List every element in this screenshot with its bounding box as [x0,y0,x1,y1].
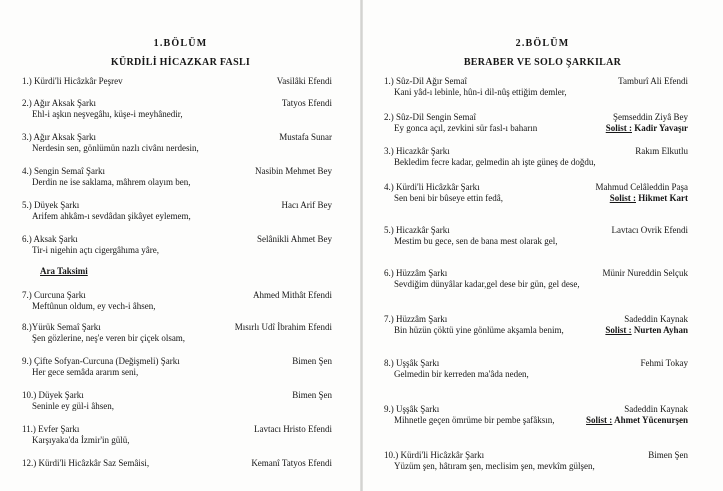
lyric-line: Derdin ne ise saklama, mâhrem olayım ben, [32,177,191,187]
piece-title: 6.) Hüzzâm Şarkı [384,268,448,278]
composer: Bimen Şen [648,450,688,460]
program-item-11 [22,424,332,446]
program-item-4 [22,166,332,188]
soloist-name: Hikmet Kart [638,193,688,203]
composer: Lavtacı Ovrik Efendi [611,225,688,235]
soloist-label: Solist : [609,193,636,203]
composer: Tamburî Ali Efendi [618,76,688,86]
soloist [606,123,688,134]
left-page [0,0,361,491]
piece-title: 2.) Ağır Aksak Şarkı [22,98,96,108]
program-item-5 [22,200,332,222]
lyric-line: Ey gonca açıl, zevkini sür fasl-ı baharın [394,123,538,133]
program-item-1 [22,76,332,87]
soloist [610,193,688,204]
lyric-line: Arifem ahkâm-ı sevdâdan şikâyet eylemem, [32,211,191,221]
program-item-6 [22,234,332,256]
composer: Kemanî Tatyos Efendi [251,458,332,468]
part-1-title: 1.BÖLÜM [153,38,208,49]
lyric-line: Şen gözlerine, neş'e veren bir çiçek olsam, [32,333,186,343]
piece-title: 3.) Ağır Aksak Şarkı [22,132,96,142]
soloist-label: Solist : [605,123,632,133]
interlude-label: Ara Taksimi [40,266,88,276]
soloist [605,325,688,336]
composer: Ahmed Mithât Efendi [253,290,332,300]
composer: Nasibin Mehmet Bey [255,166,332,176]
composer: Selânikli Ahmet Bey [257,234,332,244]
composer: Mustafa Sunar [279,132,332,142]
lyric-line: Mestim bu gece, sen de bana mest olarak gel, [394,236,558,246]
piece-title: 8.)Yürük Semaî Şarkı [22,322,101,332]
part-2-subtitle: BERABER VE SOLO ŞARKILAR [463,57,622,68]
lyric-line: Bekledim fecre kadar, gelmedin ah işte güneş de doğdu, [394,157,596,167]
piece-title: 11.) Evfer Şarkı [22,424,80,434]
composer: Şemseddin Ziyâ Bey [613,112,688,122]
piece-title: 10.) Kürdi'li Hicâzkâr Şarkı [384,450,485,460]
piece-title: 12.) Kürdi'li Hicâzkâr Saz Semâisi, [22,458,150,468]
program-item-8 [22,322,332,344]
composer: Bimen Şen [292,356,332,366]
composer: Sadeddin Kaynak [624,314,688,324]
program-item-3 [384,146,688,168]
lyric-line: Yüzüm şen, hâtıram şen, meclisim şen, mevkîm gülşen, [394,461,595,471]
right-page [362,0,723,491]
program-item-7 [22,290,332,312]
soloist [586,415,688,426]
lyric-line: Mihnetle geçen ömrüme bir pembe şafâksın, [394,415,555,425]
program-item-7 [384,314,688,336]
piece-title: 5.) Hicazkâr Şarkı [384,225,450,235]
part-2-title: 2.BÖLÜM [515,38,570,49]
piece-title: 9.) Çifte Sofyan-Curcuna (Değişmeli) Şarkı [22,356,180,366]
piece-title: 4.) Sengin Semaî Şarkı [22,166,105,176]
program-item-9 [384,404,688,426]
piece-title: 4.) Kürdi'li Hicâzkâr Şarkı [384,182,480,192]
piece-title: 6.) Aksak Şarkı [22,234,78,244]
piece-title: 1.) Sûz-Dil Ağır Semaî [384,76,467,86]
soloist-name: Ahmet Yücenurşen [614,415,688,425]
piece-title: 2.) Sûz-Dil Sengin Semaî [384,112,476,122]
piece-title: 8.) Uşşâk Şarkı [384,358,440,368]
program-item-6 [384,268,688,290]
lyric-line: Kani yâd-ı lebinle, hûn-i dil-nûş ettiğim demler, [394,87,567,97]
program-item-10 [384,450,688,472]
composer: Lavtacı Hristo Efendi [254,424,332,434]
composer: Münir Nureddin Selçuk [602,268,688,278]
lyric-line: Ehl-i aşkın neşvegâhı, küşe-i meyhânedir, [32,109,183,119]
composer: Tatyos Efendi [281,98,332,108]
program-item-8 [384,358,688,380]
program-item-3 [22,132,332,154]
program-item-2 [384,112,688,134]
lyric-line: Tir-i nigehin açtı cigergâhıma yâre, [32,245,160,255]
lyric-line: Bin hüzün çöktü yine gönlüme akşamla benim, [394,325,564,335]
program-item-12 [22,458,332,469]
composer: Rakım Elkutlu [635,146,688,156]
composer: Mahmud Celâleddin Paşa [595,182,688,192]
lyric-line: Sevdiğim dünyâlar kadar,gel dese bir gün, gel dese, [394,279,580,289]
lyric-line: Meftûnun oldum, ey vech-i âhsen, [32,301,156,311]
composer: Bimen Şen [292,390,332,400]
program-item-1 [384,76,688,98]
composer: Fehmi Tokay [640,358,688,368]
composer: Sadeddin Kaynak [624,404,688,414]
soloist-name: Kadir Yavaşır [634,123,688,133]
program-item-2 [22,98,332,120]
soloist-label: Solist : [586,415,613,425]
piece-title: 9.) Uşşâk Şarkı [384,404,440,414]
lyric-line: Karşıyaka'da İzmir'in gülü, [32,435,130,445]
piece-title: 7.) Hüzzâm Şarkı [384,314,448,324]
program-item-4 [384,182,688,204]
lyric-line: Sen beni bir bûseye ettin fedâ, [394,193,503,203]
composer: Vasilâki Efendi [276,76,332,86]
lyric-line: Her gece semâda ararım seni, [32,367,139,377]
piece-title: 10.) Düyek Şarkı [22,390,84,400]
program-item-5 [384,225,688,247]
piece-title: 1.) Kürdi'li Hicâzkâr Peşrev [22,76,123,86]
program-item-10 [22,390,332,412]
lyric-line: Seninle ey gül-i âhsen, [32,401,114,411]
soloist-name: Nurten Ayhan [633,325,688,335]
soloist-label: Solist : [605,325,632,335]
lyric-line: Gelmedin bir kerreden ma'âda neden, [394,369,529,379]
composer: Mısırlı Udî İbrahim Efendi [234,322,332,332]
program-item-9 [22,356,332,378]
piece-title: 5.) Düyek Şarkı [22,200,80,210]
composer: Hacı Arif Bey [281,200,332,210]
piece-title: 7.) Curcuna Şarkı [22,290,86,300]
piece-title: 3.) Hicazkâr Şarkı [384,146,450,156]
lyric-line: Nerdesin sen, gönlümün nazlı civânı nerdesin, [32,143,199,153]
part-1-subtitle: KÜRDİLİ HİCAZKAR FASLI [110,57,251,68]
